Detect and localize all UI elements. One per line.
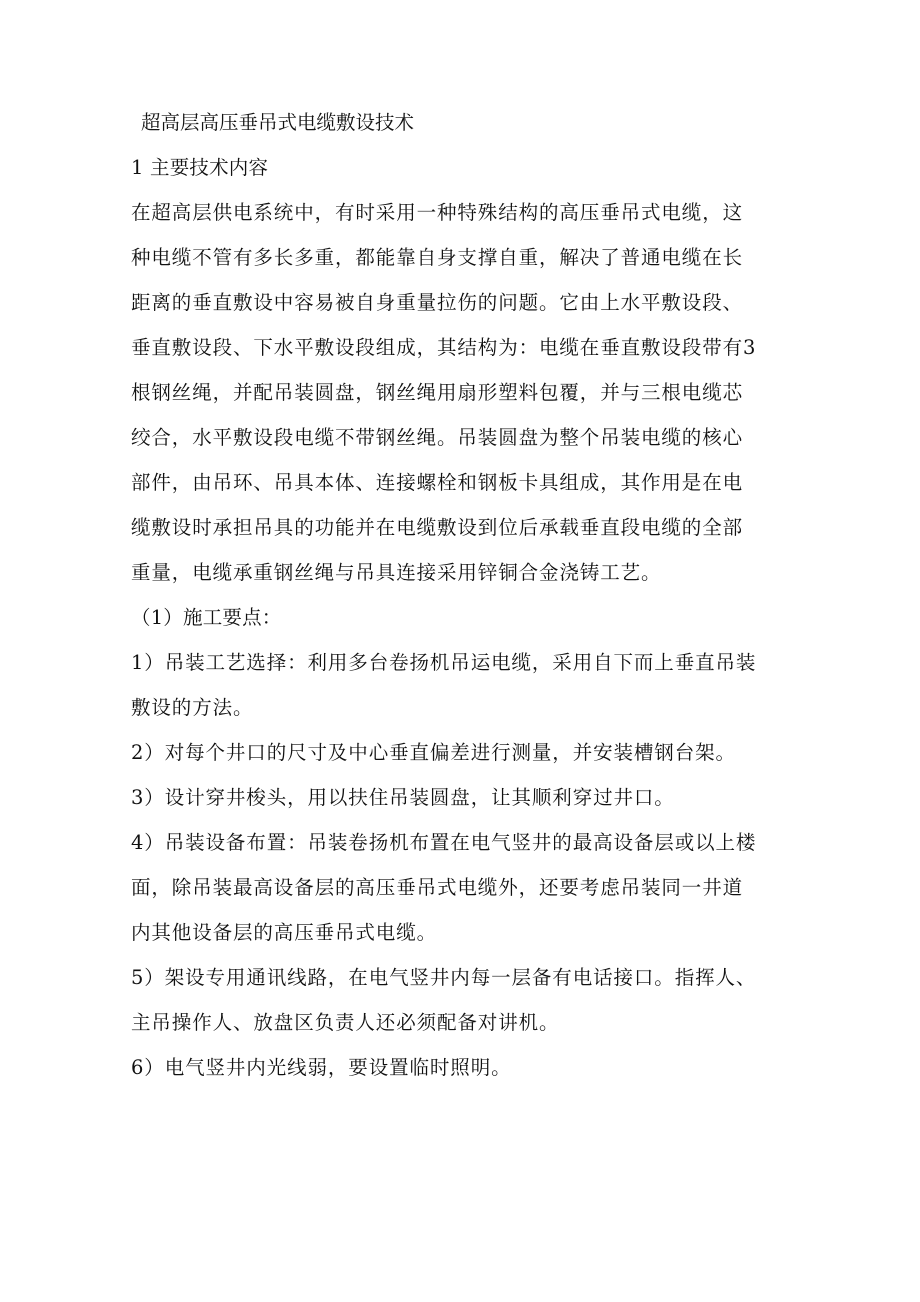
point-line: 主吊操作人、放盘区负责人还必须配备对讲机。 <box>131 1011 560 1034</box>
point-line: 6）电气竖井内光线弱，要设置临时照明。 <box>131 1056 512 1079</box>
document-body <box>131 100 801 1090</box>
point-line: 内其他设备层的高压垂吊式电缆。 <box>131 921 438 944</box>
paragraph-line: 种电缆不管有多长多重，都能靠自身支撑自重，解决了普通电缆在长 <box>131 246 744 269</box>
paragraph-line: 垂直敷设段、下水平敷设段组成，其结构为：电缆在垂直敷设段带有3 <box>131 336 757 359</box>
point-line: 1）吊装工艺选择：利用多台卷扬机吊运电缆，采用自下而上垂直吊装 <box>131 651 757 674</box>
paragraph-line: 部件，由吊环、吊具本体、连接螺栓和钢板卡具组成，其作用是在电 <box>131 471 744 494</box>
point-line: 4）吊装设备布置：吊装卷扬机布置在电气竖井的最高设备层或以上楼 <box>131 831 757 854</box>
point-line: 5）架设专用通讯线路，在电气竖井内每一层备有电话接口。指挥人、 <box>131 966 757 989</box>
point-line: 敷设的方法。 <box>131 696 254 719</box>
point-line: 2）对每个井口的尺寸及中心垂直偏差进行测量，并安装槽钢台架。 <box>131 741 736 764</box>
paragraph-line: 重量，电缆承重钢丝绳与吊具连接采用锌铜合金浇铸工艺。 <box>131 561 662 584</box>
section-heading: 1 主要技术内容 <box>131 156 269 179</box>
paragraph-line: 根钢丝绳，并配吊装圆盘，钢丝绳用扇形塑料包覆，并与三根电缆芯 <box>131 381 744 404</box>
point-line: 3）设计穿井梭头，用以扶住吊装圆盘，让其顺利穿过井口。 <box>131 786 675 809</box>
document-title: 超高层高压垂吊式电缆敷设技术 <box>141 111 415 134</box>
point-line: 面，除吊装最高设备层的高压垂吊式电缆外，还要考虑吊装同一井道 <box>131 876 744 899</box>
paragraph-line: 绞合，水平敷设段电缆不带钢丝绳。吊装圆盘为整个吊装电缆的核心 <box>131 426 744 449</box>
paragraph-line: 缆敷设时承担吊具的功能并在电缆敷设到位后承载垂直段电缆的全部 <box>131 516 744 539</box>
paragraph-line: 距离的垂直敷设中容易被自身重量拉伤的问题。它由上水平敷设段、 <box>131 291 744 314</box>
subheading: （1）施工要点： <box>131 606 282 629</box>
paragraph-line: 在超高层供电系统中，有时采用一种特殊结构的高压垂吊式电缆，这 <box>131 201 744 224</box>
